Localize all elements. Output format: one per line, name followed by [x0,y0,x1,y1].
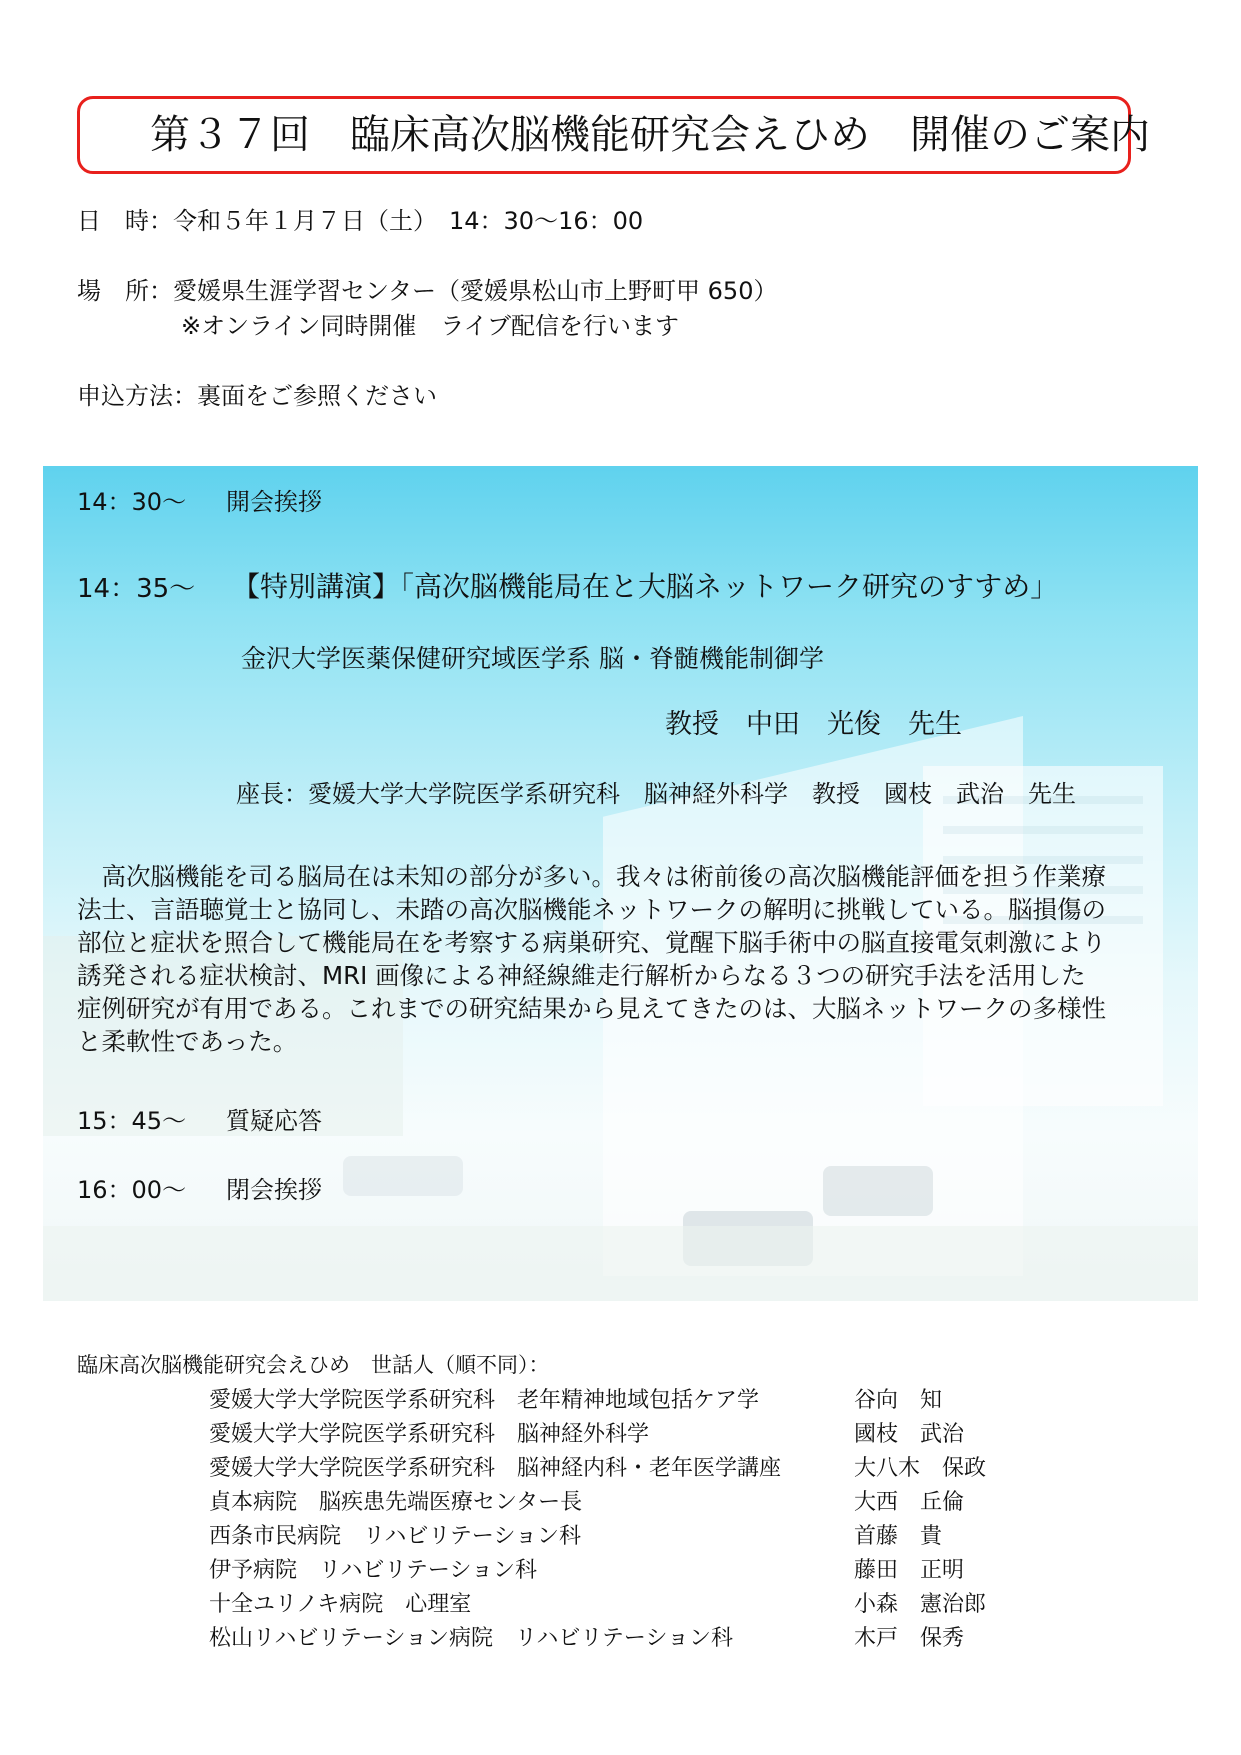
lecture-abstract [77,860,1177,1058]
abstract-line: 部位と症状を照合して機能局在を考察する病巣研究、覚醒下脳手術中の脳直接電気刺激により [77,928,1106,957]
organizer-name: 藤田 正明 [854,1558,965,1583]
organizer-affiliation: 松山リハビリテーション病院 リハビリテーション科 [209,1626,734,1651]
opening-time: 14：30～ [77,488,187,516]
page-title: 第３７回 臨床高次脳機能研究会えひめ 開催のご案内 [150,112,1150,158]
chair-person: 座長：愛媛大学大学院医学系研究科 脳神経外科学 教授 國枝 武治 先生 [236,780,1076,808]
organizer-name: 小森 憲治郎 [854,1592,987,1617]
opening-label: 開会挨拶 [226,488,322,516]
lecture-time: 14：35～ [77,574,196,604]
qa-label: 質疑応答 [226,1107,322,1135]
lecturer-name: 教授 中田 光俊 先生 [665,709,962,740]
organizers-heading: 臨床高次脳機能研究会えひめ 世話人（順不同）： [77,1353,550,1377]
abstract-line: と柔軟性であった。 [77,1027,298,1056]
organizer-name: 木戸 保秀 [854,1626,965,1651]
organizer-name: 大西 丘倫 [854,1490,965,1515]
organizer-affiliation: 愛媛大学大学院医学系研究科 脳神経外科学 [209,1422,650,1447]
organizer-affiliation: 西条市民病院 リハビリテーション科 [209,1524,582,1549]
organizer-affiliation: 伊予病院 リハビリテーション科 [209,1558,538,1583]
lecturer-affiliation: 金沢大学医薬保健研究域医学系 脳・脊髄機能制御学 [241,644,824,673]
online-note: ※オンライン同時開催 ライブ配信を行います [181,312,679,340]
event-date: 日 時：令和５年１月７日（土） 14：30～16：00 [77,207,644,235]
organizer-affiliation: 十全ユリノキ病院 心理室 [209,1592,472,1617]
qa-time: 15：45～ [77,1107,187,1135]
abstract-line: 法士、言語聴覚士と協同し、未踏の高次脳機能ネットワークの解明に挑戦している。脳損傷の [77,895,1106,924]
abstract-line: 症例研究が有用である。これまでの研究結果から見えてきたのは、大脳ネットワークの多様性 [77,994,1106,1023]
apply-method: 申込方法：裏面をご参照ください [77,382,437,410]
abstract-line: 誘発される症状検討、MRI 画像による神経線維走行解析からなる３つの研究手法を活用した [77,961,1086,990]
lecture-title: 【特別講演】「高次脳機能局在と大脳ネットワーク研究のすすめ」 [232,570,1059,603]
event-place: 場 所：愛媛県生涯学習センター（愛媛県松山市上野町甲 650） [77,277,778,305]
organizer-name: 大八木 保政 [854,1456,987,1481]
organizer-affiliation: 愛媛大学大学院医学系研究科 老年精神地域包括ケア学 [209,1388,760,1413]
organizer-name: 國枝 武治 [854,1422,965,1447]
organizer-name: 首藤 貴 [854,1524,943,1549]
abstract-line: 高次脳機能を司る脳局在は未知の部分が多い。我々は術前後の高次脳機能評価を担う作業療 [77,862,1106,891]
organizer-name: 谷向 知 [854,1388,943,1413]
closing-label: 閉会挨拶 [226,1176,322,1204]
organizer-affiliation: 貞本病院 脳疾患先端医療センター長 [209,1490,583,1515]
closing-time: 16：00～ [77,1176,187,1204]
organizer-affiliation: 愛媛大学大学院医学系研究科 脳神経内科・老年医学講座 [209,1456,782,1481]
